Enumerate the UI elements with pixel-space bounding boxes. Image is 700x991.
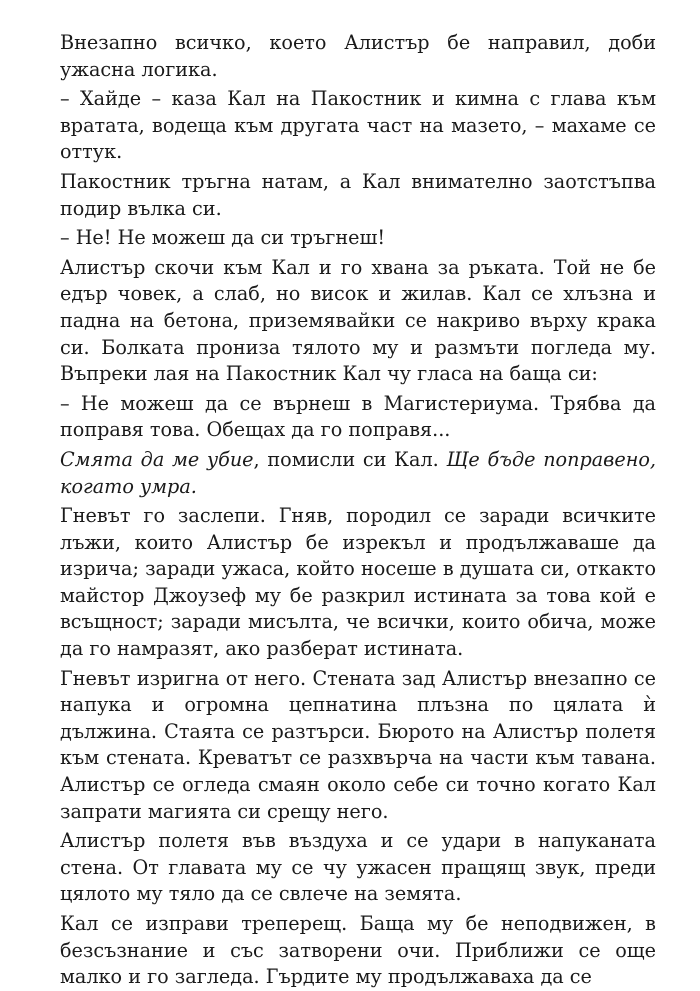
paragraph-9: Гневът изригна от него. Стената зад Алистър внезапно се напука и огромна цепнатина плъзна по цялата ѝ дължина. Стаята се разтърси. Бюрото на Алистър полетя към стената. Креватът се разхвърча на части към тавана. Алистър се огледа смаян около себе си точно когато Кал запрати магията си срещу него.: [60, 666, 656, 823]
paragraph-7: [60, 447, 656, 500]
paragraph-3: Пакостник тръгна натам, а Кал внимателно заотстъпва подир вълка си.: [60, 169, 656, 220]
paragraph-4: – Не! Не можеш да си тръгнеш!: [60, 226, 386, 250]
paragraph-2: – Хайде – каза Кал на Пакостник и кимна с глава към вратата, водеща към другата част на мазето, – махаме се оттук.: [60, 87, 656, 164]
paragraph-11: Кал се изправи треперещ. Баща му бе неподвижен, в безсъзнание и със затворени очи. Приближи се още малко и го загледа. Гърдите му продължаваха да се: [60, 912, 656, 989]
paragraph-8: Гневът го заслепи. Гняв, породил се заради всичките лъжи, които Алистър бе изрекъл и продължаваше да изрича; заради ужаса, който носеше в душата си, откакто майстор Джоузеф му бе разкрил истината за това кой е всъщност; заради мисълта, че всички, които обича, може да го намразят, ако разберат истината.: [60, 504, 656, 661]
narration-text: , помисли си Кал.: [253, 447, 447, 471]
paragraph-5: Алистър скочи към Кал и го хвана за ръката. Той не бе едър човек, а слаб, но висок и жилав. Кал се хлъзна и падна на бетона, приземявайки се накриво върху крака си. Болката прониза тялото му и размъти погледа му. Въпреки лая на Пакостник Кал чу гласа на баща си:: [60, 255, 656, 386]
paragraph-10: Алистър полетя във въздуха и се удари в напуканата стена. От главата му се чу ужасен пращящ звук, преди цялото му тяло да се свлече на земята.: [60, 829, 656, 906]
paragraph-6: – Не можеш да се върнеш в Магистериума. Трябва да поправя това. Обещах да го поправя...: [60, 391, 656, 442]
italic-thought-1: Смята да ме убие: [60, 447, 254, 471]
paragraph-1: Внезапно всичко, което Алистър бе направил, доби ужасна логика.: [60, 31, 656, 81]
italic-thought-2: Ще бъде поправено, когато умра.: [60, 447, 656, 498]
